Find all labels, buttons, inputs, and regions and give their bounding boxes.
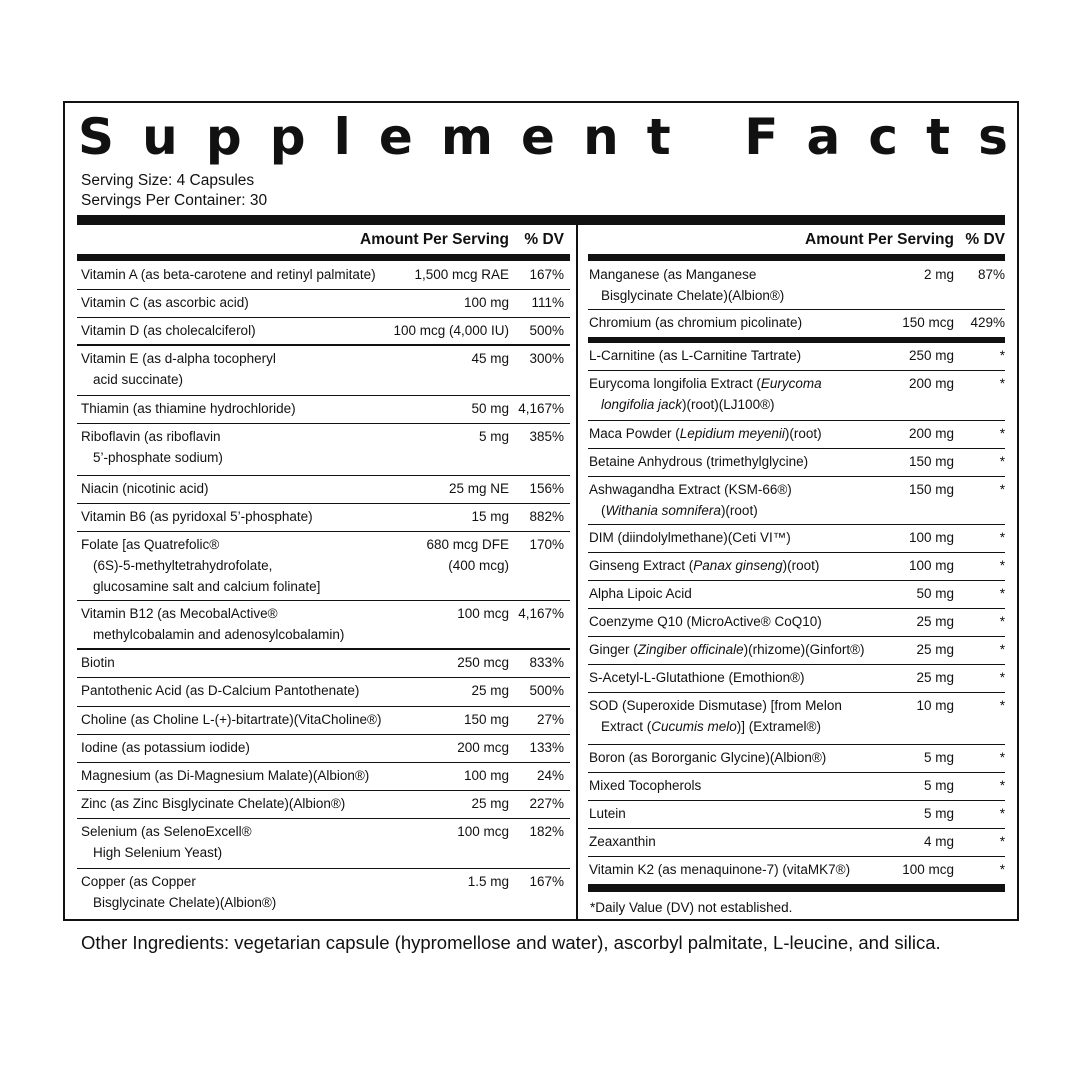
nutrient-row — [588, 637, 1005, 665]
nutrient-dv: 300% — [529, 351, 564, 366]
nutrient-name — [81, 652, 115, 673]
nutrient-name-line: Vitamin E (as d-alpha tocopheryl — [81, 351, 276, 366]
nutrient-amount — [924, 747, 954, 768]
nutrient-amount — [449, 478, 509, 499]
nutrient-dv: * — [999, 454, 1005, 469]
nutrient-name — [589, 312, 802, 333]
title-letter: e — [521, 108, 555, 166]
nutrient-dv: * — [999, 806, 1005, 821]
nutrient-name-line: Niacin (nicotinic acid) — [81, 481, 209, 496]
nutrient-dv: * — [999, 376, 1005, 391]
nutrient-dv: 882% — [529, 509, 564, 524]
nutrient-dv: 500% — [529, 323, 564, 338]
nutrient-amount — [471, 506, 509, 527]
title-space — [699, 108, 716, 166]
title-letter: l — [333, 108, 351, 166]
nutrient-name-line: Zeaxanthin — [589, 834, 656, 849]
nutrient-name — [589, 859, 850, 880]
nutrient-amount-line: 5 mg — [478, 429, 509, 444]
nutrient-dv: * — [999, 614, 1005, 629]
nutrient-amount — [916, 583, 954, 604]
nutrient-row — [77, 532, 570, 601]
nutrient-dv: * — [999, 586, 1005, 601]
title-letter: n — [583, 108, 619, 166]
nutrient-dv: 500% — [529, 683, 564, 698]
nutrient-row — [588, 477, 1005, 525]
nutrient-name — [589, 667, 805, 688]
nutrient-row — [588, 801, 1005, 829]
nutrient-amount-line: 200 mg — [908, 426, 954, 441]
nutrient-name-line: High Selenium Yeast) — [93, 845, 223, 860]
nutrient-name — [81, 821, 252, 863]
nutrient-row — [77, 650, 570, 678]
nutrient-row — [77, 424, 570, 476]
nutrient-amount — [457, 603, 509, 624]
nutrient-name — [81, 871, 276, 913]
title-letter: t — [646, 108, 671, 166]
nutrient-name — [81, 348, 276, 390]
nutrient-name — [589, 831, 656, 852]
nutrient-name — [81, 478, 209, 499]
nutrient-name-line: Riboflavin (as riboflavin — [81, 429, 221, 444]
nutrient-name — [589, 583, 692, 604]
nutrient-name-line: Chromium (as chromium picolinate) — [589, 315, 803, 330]
nutrient-name — [81, 264, 376, 285]
nutrient-row — [588, 581, 1005, 609]
nutrient-amount-line: 50 mg — [916, 586, 954, 601]
nutrient-amount-line: 25 mg — [471, 796, 509, 811]
nutrient-amount — [924, 831, 954, 852]
nutrient-name — [589, 775, 701, 796]
nutrient-dv: 87% — [977, 267, 1005, 282]
nutrient-row — [588, 525, 1005, 553]
nutrient-name-line: Alpha Lipoic Acid — [589, 586, 692, 601]
nutrient-amount — [464, 765, 509, 786]
nutrient-name — [81, 680, 359, 701]
nutrient-name-line: Zinc (as Zinc Bisglycinate Chelate)(Albion®) — [81, 796, 346, 811]
nutrient-name-line: Betaine Anhydrous (trimethylglycine) — [589, 454, 809, 469]
nutrient-name — [589, 611, 822, 632]
nutrient-name-line: Eurycoma longifolia Extract (Eurycoma — [589, 376, 822, 391]
nutrient-name — [589, 345, 801, 366]
header-divider-bar — [77, 215, 1005, 225]
nutrient-amount-line: 100 mg — [463, 295, 509, 310]
nutrient-row — [588, 609, 1005, 637]
nutrient-amount — [909, 345, 954, 366]
nutrient-dv: * — [999, 670, 1005, 685]
nutrient-amount — [916, 695, 954, 716]
nutrient-row — [588, 449, 1005, 477]
nutrient-name-line: Bisglycinate Chelate)(Albion®) — [93, 895, 277, 910]
nutrient-amount — [924, 775, 954, 796]
nutrient-row — [77, 290, 570, 318]
nutrient-amount — [909, 527, 954, 548]
nutrient-amount-line: 15 mg — [471, 509, 509, 524]
nutrient-name — [589, 527, 791, 548]
nutrient-amount-line: 150 mg — [463, 712, 509, 727]
nutrient-name-line: Ashwagandha Extract (KSM-66®) — [589, 482, 792, 497]
other-ingredients: Other Ingredients: vegetarian capsule (hypromellose and water), ascorbyl palmitate, L-leucine, and silica. — [81, 932, 941, 953]
nutrient-amount — [916, 639, 954, 660]
nutrient-amount — [471, 348, 509, 369]
dv-label: % DV — [524, 231, 564, 248]
nutrient-amount-line: 5 mg — [923, 806, 954, 821]
nutrient-amount — [924, 803, 954, 824]
nutrient-amount-line: 25 mg — [916, 670, 954, 685]
nutrient-name-line: methylcobalamin and adenosylcobalamin) — [93, 627, 345, 642]
nutrient-amount-line: 100 mcg — [902, 862, 954, 877]
nutrient-row — [588, 553, 1005, 581]
nutrient-name-line: Manganese (as Manganese — [589, 267, 757, 282]
nutrient-name — [81, 426, 223, 468]
nutrient-row — [77, 476, 570, 504]
nutrient-name-line: Boron (as Bororganic Glycine)(Albion®) — [589, 750, 827, 765]
nutrient-amount — [909, 555, 954, 576]
nutrient-name — [589, 373, 822, 415]
nutrient-name-line: S-Acetyl-L-Glutathione (Emothion®) — [589, 670, 805, 685]
nutrient-name-line: Magnesium (as Di-Magnesium Malate)(Albion®) — [81, 768, 370, 783]
nutrient-amount — [902, 312, 954, 333]
nutrient-dv: 227% — [529, 796, 564, 811]
nutrient-name — [81, 292, 249, 313]
nutrient-amount-line: 680 mcg DFE — [426, 537, 509, 552]
nutrient-name-line: Selenium (as SelenoExcell® — [81, 824, 252, 839]
nutrient-name — [589, 555, 819, 576]
nutrient-amount — [464, 292, 509, 313]
nutrient-row — [588, 343, 1005, 371]
nutrient-row — [77, 504, 570, 532]
nutrient-amount — [457, 737, 509, 758]
nutrient-amount — [916, 667, 954, 688]
nutrient-row — [77, 707, 570, 735]
nutrient-name-line: DIM (diindolylmethane)(Ceti VI™) — [589, 530, 791, 545]
nutrient-name-line: Vitamin C (as ascorbic acid) — [81, 295, 249, 310]
nutrient-amount-line: 50 mg — [471, 401, 509, 416]
nutrient-amount — [393, 320, 509, 341]
nutrient-amount-line: 5 mg — [923, 750, 954, 765]
nutrient-name — [589, 695, 842, 737]
left-column-header — [77, 229, 570, 251]
nutrient-name-line: Ginseng Extract (Panax ginseng)(root) — [589, 558, 820, 573]
nutrient-name-line: Mixed Tocopherols — [589, 778, 702, 793]
left-header-bar — [77, 254, 570, 261]
nutrient-dv: 24% — [536, 768, 564, 783]
nutrient-dv: * — [999, 426, 1005, 441]
nutrient-name-line: Vitamin K2 (as menaquinone-7) (vitaMK7®) — [589, 862, 851, 877]
nutrient-amount — [909, 479, 954, 500]
nutrient-amount-line: (400 mcg) — [448, 558, 509, 573]
nutrient-row — [77, 601, 570, 650]
nutrient-dv: * — [999, 558, 1005, 573]
nutrient-name — [81, 793, 345, 814]
nutrient-row — [588, 371, 1005, 421]
title-letter: t — [926, 108, 951, 166]
amount-per-serving-label: Amount Per Serving — [360, 231, 509, 248]
nutrient-amount — [902, 859, 954, 880]
nutrient-amount-line: 100 mg — [908, 558, 954, 573]
nutrient-dv: * — [999, 698, 1005, 713]
nutrient-dv: * — [999, 862, 1005, 877]
nutrient-dv: 170% — [529, 537, 564, 552]
nutrient-row — [77, 678, 570, 707]
nutrient-name — [589, 423, 822, 444]
nutrient-name — [589, 451, 808, 472]
nutrient-amount — [468, 871, 509, 892]
nutrient-amount-line: 10 mg — [916, 698, 954, 713]
daily-value-footnote: *Daily Value (DV) not established. — [590, 900, 793, 915]
nutrient-row — [77, 262, 570, 290]
nutrient-dv: * — [999, 530, 1005, 545]
title-letter: p — [269, 108, 306, 166]
nutrient-amount-line: 150 mg — [908, 454, 954, 469]
nutrient-amount — [426, 534, 509, 576]
nutrient-name-line: (6S)-5-methyltetrahydrofolate, — [93, 558, 273, 573]
dv-label: % DV — [965, 231, 1005, 248]
nutrient-row — [588, 857, 1005, 884]
nutrient-dv: * — [999, 642, 1005, 657]
nutrient-dv: 385% — [529, 429, 564, 444]
title-letter: S — [78, 108, 115, 166]
nutrient-dv: 833% — [529, 655, 564, 670]
nutrient-name — [81, 709, 381, 730]
nutrient-amount — [471, 398, 509, 419]
nutrient-dv: 429% — [970, 315, 1005, 330]
nutrient-name-line: Biotin — [81, 655, 115, 670]
nutrient-name-line: Thiamin (as thiamine hydrochloride) — [81, 401, 296, 416]
nutrient-amount — [909, 373, 954, 394]
nutrient-amount — [457, 821, 509, 842]
nutrient-name-line: Iodine (as potassium iodide) — [81, 740, 250, 755]
nutrient-row — [77, 396, 570, 424]
nutrient-amount-line: 250 mg — [908, 348, 954, 363]
nutrient-row — [588, 745, 1005, 773]
nutrient-amount — [414, 264, 509, 285]
nutrient-row — [77, 346, 570, 396]
nutrient-dv: 182% — [529, 824, 564, 839]
nutrient-dv: * — [999, 778, 1005, 793]
nutrient-dv: * — [999, 750, 1005, 765]
column-divider — [576, 225, 578, 920]
nutrient-row — [588, 421, 1005, 449]
nutrient-name-line: glucosamine salt and calcium folinate] — [93, 579, 321, 594]
nutrient-amount — [471, 793, 509, 814]
nutrient-amount-line: 25 mg — [471, 683, 509, 698]
nutrient-dv: 167% — [529, 874, 564, 889]
nutrient-dv: 27% — [536, 712, 564, 727]
nutrient-name-line: Vitamin B12 (as MecobalActive® — [81, 606, 278, 621]
nutrient-dv: 133% — [529, 740, 564, 755]
nutrient-name — [81, 603, 344, 645]
servings-per-container: Servings Per Container: 30 — [81, 192, 268, 209]
nutrient-row — [588, 262, 1005, 310]
nutrient-name-line: (Withania somnifera)(root) — [601, 503, 758, 518]
nutrient-amount-line: 1,500 mcg RAE — [414, 267, 509, 282]
nutrient-amount-line: 1.5 mg — [467, 874, 509, 889]
nutrient-name — [81, 737, 250, 758]
nutrient-row — [588, 310, 1005, 343]
nutrient-name-line: Folate [as Quatrefolic® — [81, 537, 220, 552]
nutrient-name-line: Pantothenic Acid (as D-Calcium Pantothenate) — [81, 683, 360, 698]
serving-size: Serving Size: 4 Capsules — [81, 172, 255, 189]
nutrient-amount-line: 100 mcg (4,000 IU) — [393, 323, 509, 338]
nutrient-name-line: 5’-phosphate sodium) — [93, 450, 223, 465]
title-letter: m — [440, 108, 493, 166]
nutrient-amount — [909, 451, 954, 472]
nutrient-name-line: acid succinate) — [93, 372, 184, 387]
nutrient-amount-line: 5 mg — [923, 778, 954, 793]
nutrient-row — [588, 773, 1005, 801]
nutrient-name — [589, 747, 826, 768]
nutrient-row — [588, 665, 1005, 693]
nutrient-name — [589, 803, 626, 824]
right-column-header — [588, 229, 1005, 251]
nutrient-name — [81, 320, 256, 341]
nutrient-amount-line: 25 mg NE — [448, 481, 509, 496]
nutrient-name-line: Vitamin B6 (as pyridoxal 5’-phosphate) — [81, 509, 313, 524]
nutrient-dv: 111% — [531, 295, 564, 310]
nutrient-row — [77, 791, 570, 819]
nutrient-dv: 4,167% — [518, 401, 564, 416]
nutrient-amount-line: 45 mg — [471, 351, 509, 366]
panel-title — [78, 108, 1008, 166]
nutrient-amount-line: 200 mcg — [457, 740, 509, 755]
nutrient-amount — [916, 611, 954, 632]
amount-per-serving-label: Amount Per Serving — [805, 231, 954, 248]
nutrient-row — [588, 693, 1005, 745]
nutrient-row — [77, 763, 570, 791]
nutrient-row — [77, 869, 570, 917]
nutrient-row — [77, 735, 570, 763]
nutrient-amount-line: 100 mcg — [457, 824, 509, 839]
nutrient-name-line: Coenzyme Q10 (MicroActive® CoQ10) — [589, 614, 822, 629]
nutrient-amount-line: 100 mg — [463, 768, 509, 783]
title-letter: a — [806, 108, 841, 166]
nutrient-name — [81, 506, 313, 527]
nutrient-dv: 167% — [529, 267, 564, 282]
nutrient-row — [77, 318, 570, 346]
right-header-bar — [588, 254, 1005, 261]
title-letter: s — [978, 108, 1008, 166]
nutrient-name-line: Bisglycinate Chelate)(Albion®) — [601, 288, 785, 303]
nutrient-name — [589, 264, 784, 306]
nutrient-dv: * — [999, 482, 1005, 497]
nutrient-name-line: Copper (as Copper — [81, 874, 196, 889]
title-letter: F — [744, 108, 779, 166]
nutrient-name — [81, 534, 320, 597]
nutrient-name-line: L-Carnitine (as L-Carnitine Tartrate) — [589, 348, 802, 363]
nutrient-name-line: Ginger (Zingiber officinale)(rhizome)(Ginfort®) — [589, 642, 865, 657]
nutrient-amount-line: 150 mg — [908, 482, 954, 497]
nutrient-name-line: longifolia jack)(root)(LJ100®) — [601, 397, 775, 412]
nutrient-name-line: Vitamin D (as cholecalciferol) — [81, 323, 256, 338]
nutrient-amount — [479, 426, 509, 447]
nutrient-amount-line: 25 mg — [916, 614, 954, 629]
nutrient-amount-line: 200 mg — [908, 376, 954, 391]
nutrient-name-line: Lutein — [589, 806, 626, 821]
nutrient-name — [81, 765, 369, 786]
nutrient-amount-line: 100 mcg — [457, 606, 509, 621]
nutrient-name — [589, 639, 865, 660]
nutrient-amount-line: 4 mg — [923, 834, 954, 849]
nutrient-dv: * — [999, 348, 1005, 363]
nutrient-name-line: SOD (Superoxide Dismutase) [from Melon — [589, 698, 842, 713]
nutrient-amount-line: 2 mg — [923, 267, 954, 282]
nutrient-name — [589, 479, 792, 521]
nutrient-name-line: Vitamin A (as beta-carotene and retinyl palmitate) — [81, 267, 376, 282]
nutrient-dv: 4,167% — [518, 606, 564, 621]
nutrient-name — [81, 398, 296, 419]
title-letter: e — [378, 108, 413, 166]
title-letter: c — [868, 108, 899, 166]
nutrient-amount-line: 150 mcg — [902, 315, 954, 330]
nutrient-amount-line: 250 mcg — [457, 655, 509, 670]
nutrient-amount — [471, 680, 509, 701]
nutrient-amount-line: 100 mg — [908, 530, 954, 545]
nutrient-dv: 156% — [529, 481, 564, 496]
nutrient-amount — [464, 709, 509, 730]
nutrient-name-line: Choline (as Choline L-(+)-bitartrate)(VitaCholine®) — [81, 712, 382, 727]
nutrient-row — [588, 829, 1005, 857]
nutrient-name-line: Extract (Cucumis melo)] (Extramel®) — [601, 719, 821, 734]
nutrient-row — [77, 819, 570, 869]
nutrient-amount — [924, 264, 954, 285]
title-letter: p — [205, 108, 242, 166]
nutrient-amount-line: 25 mg — [916, 642, 954, 657]
nutrient-dv: * — [999, 834, 1005, 849]
footnote-bar — [588, 884, 1005, 892]
title-letter: u — [142, 108, 178, 166]
nutrient-amount — [909, 423, 954, 444]
nutrient-amount — [457, 652, 509, 673]
nutrient-name-line: Maca Powder (Lepidium meyenii)(root) — [589, 426, 822, 441]
